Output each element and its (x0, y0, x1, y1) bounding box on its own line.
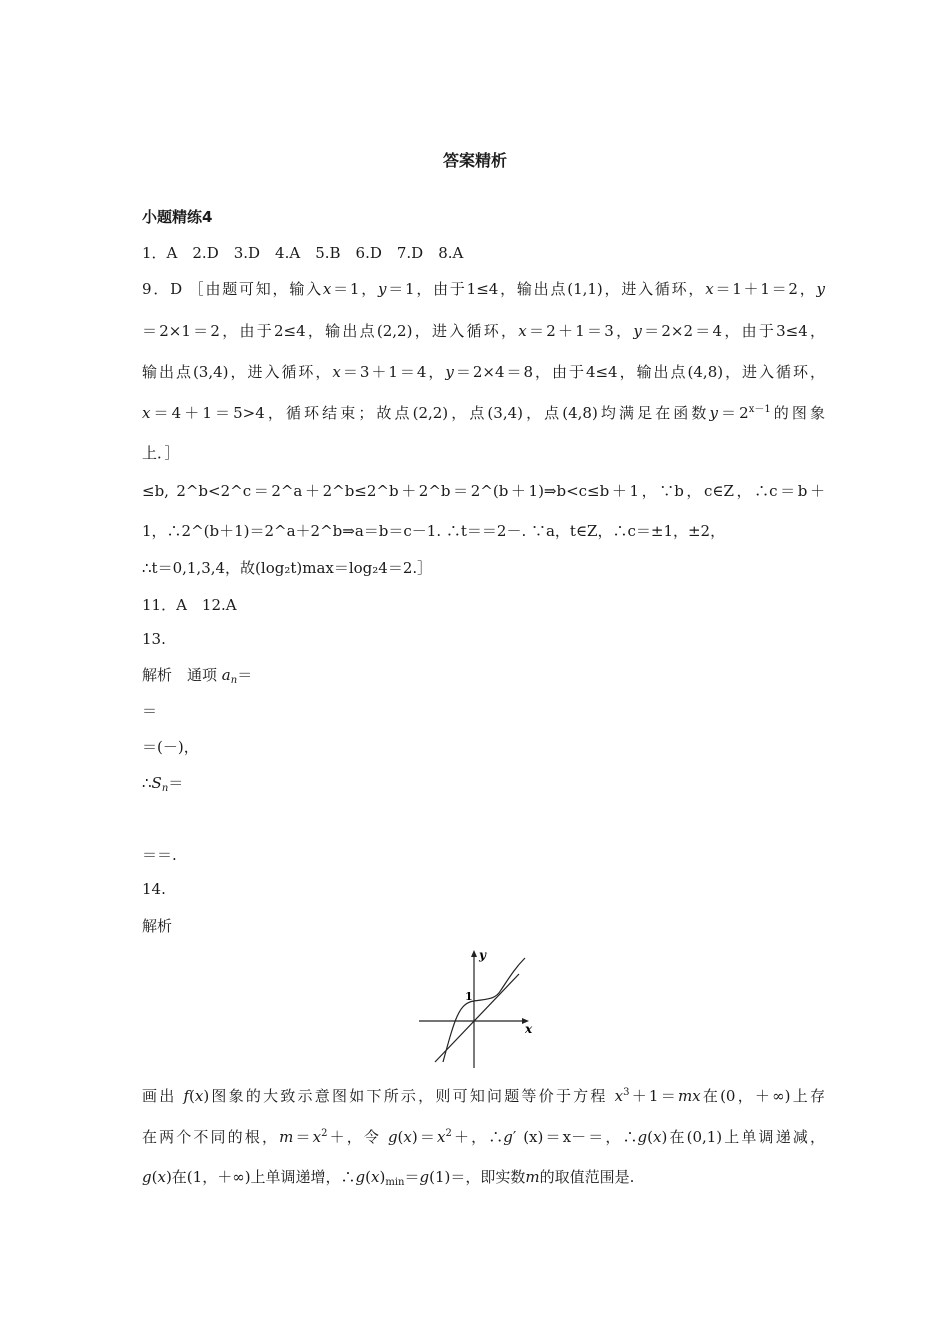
function-graph (417, 948, 535, 1070)
q14-para-line-2: 在两个不同的根，$m=x^2+$，令 $g(x)=x^2+$，∴g′ (x)＝x－＝，∴g(x)在(0,1)上单调递减， (142, 1128, 825, 1146)
q10-line-2: 1，∴2^(b＋1)＝2^a＋2^b⇒a＝b＝c－1. ∴t＝＝2－. ∵a，t∈Z，∴c＝±1，±2， (142, 522, 726, 540)
q9-line-2: ＝2×1＝2，由于2≤4，输出点(2,2)，进入循环，x＝2＋1＝3，y＝2×2＝4，由于3≤4， (142, 322, 825, 340)
q13-line-2: ＝ (142, 702, 158, 720)
q14-number: 14. (142, 880, 166, 898)
q9-line-1: 9．D ［由题可知，输入x＝1，y＝1，由于1≤4，输出点(1,1)，进入循环，x＝1＋1＝2，y (142, 280, 826, 298)
answers-11-12: 11．A 12.A (142, 596, 237, 614)
q14-para-line-1: 画出 f(x)图象的大致示意图如下所示，则可知问题等价于方程 $x^3+1=mx$在(0，＋∞)上存 (142, 1087, 825, 1105)
q9-line-5: 上．］ (142, 444, 180, 462)
q13-line-1: 解析 通项 $a_n=$ (142, 666, 253, 686)
one-tick-label: 1 (465, 990, 473, 1003)
x-axis-label: x (525, 1022, 533, 1036)
q13-line-3: ＝(－)， (142, 738, 199, 756)
q14-line-1: 解析 (142, 917, 173, 935)
tangent-line (435, 974, 519, 1062)
y-axis-label: y (479, 948, 486, 962)
section-heading: 小题精练4 (142, 208, 213, 226)
q10-line-3: ∴t＝0,1,3,4，故(log₂t)max＝log₂4＝2.］ (142, 559, 433, 577)
q9-line-3: 输出点(3,4)，进入循环，x＝3＋1＝4，y＝2×4＝8，由于4≤4，输出点(4,8)，进入循环， (142, 363, 825, 381)
q14-para-line-3: g(x)在(1，＋∞)上单调递增，$\therefore g(x)_{min}=g(1)=$，即实数m的取值范围是. (142, 1168, 635, 1188)
answers-1-8: 1．A 2.D 3.D 4.A 5.B 6.D 7.D 8.A (142, 244, 464, 262)
q10-line-1: ≤b, 2^b<2^c＝2^a＋2^b≤2^b＋2^b＝2^(b＋1)⇒b<c≤b＋1，∵b，c∈Z，∴c＝b＋ (142, 482, 825, 500)
q9-line-4: x＝4＋1＝5>4，循环结束；故点(2,2)，点(3,4)，点(4,8)均满足在函数$y=2^{x-1}$的图象 (142, 404, 825, 422)
q13-number: 13. (142, 630, 166, 648)
y-axis-arrow (471, 950, 477, 957)
q13-line-5: ＝＝. (142, 846, 177, 864)
page-title: 答案精析 (442, 151, 507, 170)
q13-line-4: $\therefore S_n=$ (142, 774, 184, 794)
